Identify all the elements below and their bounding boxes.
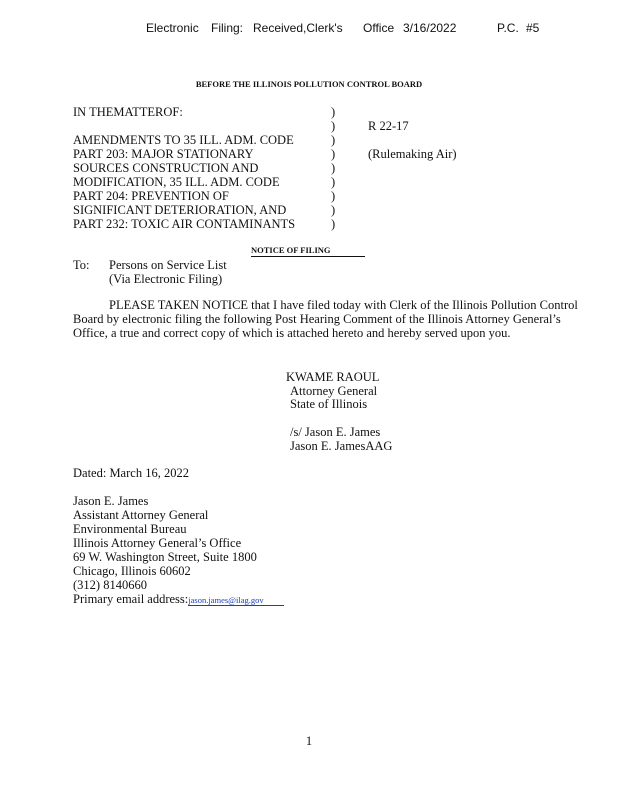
caption-paren-column (331, 105, 335, 231)
page-number: 1 (305, 734, 313, 748)
signature-signer: Jason E. JamesAAG (290, 439, 393, 453)
caption-paren: ) (331, 119, 336, 133)
signature-signed: /s/ Jason E. James (290, 425, 381, 439)
header-number: #5 (526, 21, 540, 35)
caption-line: SIGNIFICANT DETERIORATION, AND (73, 203, 287, 217)
contact-block (73, 494, 284, 606)
caption-paren: ) (331, 203, 336, 217)
board-title: BEFORE THE ILLINOIS POLLUTION CONTROL BOARD (195, 79, 423, 89)
caption-paren: ) (331, 175, 336, 189)
contact-line: (312) 8140660 (73, 578, 147, 592)
caption-line: PART 203: MAJOR STATIONARY (73, 147, 254, 161)
contact-line: Assistant Attorney General (73, 508, 209, 522)
contact-line: Illinois Attorney General’s Office (73, 536, 242, 550)
caption-paren: ) (331, 105, 336, 119)
caption-paren: ) (331, 217, 336, 231)
caption-line: MODIFICATION, 35 ILL. ADM. CODE (73, 175, 280, 189)
caption-line: AMENDMENTS TO 35 ILL. ADM. CODE (73, 133, 294, 147)
caption-paren: ) (331, 133, 336, 147)
header-date: 3/16/2022 (403, 21, 457, 35)
dated-line: Dated: March 16, 2022 (73, 466, 189, 480)
notice-body: PLEASE TAKEN NOTICE that I have filed today with Clerk of the Illinois Pollution Control Board by electronic filing the following Post Hearing Comment of the Illinois Attorney General’s Office, a true and correct copy of which is attached hereto and hereby served upon you. (73, 298, 578, 340)
caption-line: SOURCES CONSTRUCTION AND (73, 161, 259, 175)
contact-line: Environmental Bureau (73, 522, 187, 536)
caption-line: PART 232: TOXIC AIR CONTAMINANTS (73, 217, 296, 231)
to-label: To: (73, 258, 90, 272)
contact-line: Chicago, Illinois 60602 (73, 564, 191, 578)
caption-line: IN THEMATTEROF: (73, 105, 183, 119)
header-filing: Filing: (211, 21, 244, 35)
contact-line: Jason E. James (73, 494, 149, 508)
contact-line: 69 W. Washington Street, Suite 1800 (73, 550, 257, 564)
header-pc: P.C. (497, 21, 519, 35)
email-label: Primary email address: (73, 592, 189, 606)
case-type: (Rulemaking Air) (368, 147, 457, 161)
caption-paren: ) (331, 161, 336, 175)
caption-paren: ) (331, 147, 336, 161)
to-line-2: (Via Electronic Filing) (109, 272, 223, 286)
case-number: R 22-17 (368, 119, 409, 133)
signature-name: KWAME RAOUL (286, 370, 380, 384)
notice-title: NOTICE OF FILING (251, 245, 365, 257)
header-received: Received,Clerk's (253, 21, 343, 35)
signature-title: Attorney General (290, 384, 378, 398)
caption-block (73, 105, 295, 231)
email-line (73, 592, 284, 606)
email-link[interactable]: jason.james@ilag.gov (188, 595, 284, 606)
signature-state: State of Illinois (290, 397, 368, 411)
filing-header (0, 21, 618, 37)
header-electronic: Electronic (146, 21, 199, 35)
caption-paren: ) (331, 189, 336, 203)
header-office: Office (363, 21, 395, 35)
caption-line: PART 204: PREVENTION OF (73, 189, 229, 203)
to-line-1: Persons on Service List (109, 258, 227, 272)
caption-line (73, 119, 295, 133)
